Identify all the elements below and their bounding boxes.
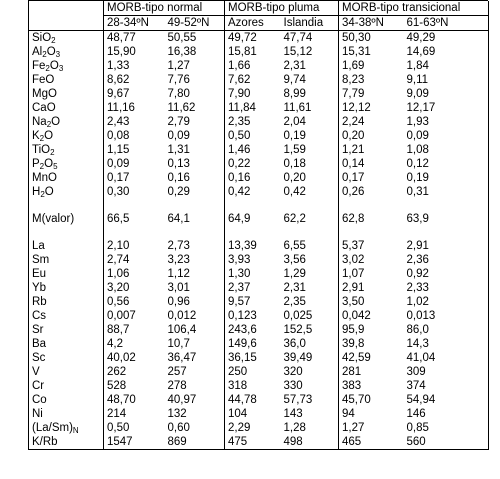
value-cell: 15,12 xyxy=(281,45,339,59)
row-label: $Fe_2O_3$ xyxy=(29,59,104,73)
spacer-cell xyxy=(225,226,281,239)
value-cell: 0,16 xyxy=(165,171,225,185)
value-cell: 0,60 xyxy=(165,421,225,435)
value-cell: 0,17 xyxy=(342,172,365,184)
value-cell: 1,27 xyxy=(165,59,225,73)
value-cell: 5,37 xyxy=(342,240,365,252)
value-cell: 0,50 xyxy=(228,130,251,142)
oxide-row xyxy=(29,59,489,73)
value-cell: 0,007 xyxy=(107,310,136,322)
value-cell: 250 xyxy=(228,366,248,378)
value-cell: 281 xyxy=(342,366,362,378)
value-cell: 49,72 xyxy=(228,32,257,44)
value-cell: 1,93 xyxy=(406,116,429,128)
value-cell: 42,59 xyxy=(342,352,371,364)
table-header xyxy=(29,1,489,31)
value-cell: 0,16 xyxy=(228,172,251,184)
spacer-cell xyxy=(165,226,225,239)
group-header-pluma: MORB-tipo pluma xyxy=(225,1,339,16)
value-cell: 54,94 xyxy=(406,394,436,406)
row-label: Co xyxy=(29,393,104,407)
value-cell: 9,11 xyxy=(406,74,429,86)
row-label: M(valor) xyxy=(29,212,104,226)
value-cell: 0,013 xyxy=(406,310,436,322)
value-cell: 7,90 xyxy=(228,88,251,100)
spacer-cell xyxy=(339,226,404,239)
value-cell: 0,14 xyxy=(342,158,365,170)
value-cell: 12,12 xyxy=(342,102,371,114)
trace-element-row xyxy=(29,365,489,379)
oxide-row xyxy=(29,87,489,101)
value-cell: 50,55 xyxy=(165,31,225,46)
value-cell: 2,31 xyxy=(281,281,339,295)
value-cell: 9,09 xyxy=(406,88,429,100)
value-cell: 320 xyxy=(281,365,339,379)
value-cell: 2,35 xyxy=(228,116,251,128)
spacer-cell xyxy=(225,199,281,212)
value-cell: 262 xyxy=(107,366,127,378)
row-label: K/Rb xyxy=(29,435,104,450)
trace-element-row xyxy=(29,309,489,323)
value-cell: 1,30 xyxy=(228,268,251,280)
value-cell: 15,81 xyxy=(228,46,257,58)
value-cell: 0,17 xyxy=(107,172,130,184)
value-cell: 1,31 xyxy=(165,143,225,157)
value-cell: 149,6 xyxy=(228,338,257,350)
row-label: Sc xyxy=(29,351,104,365)
oxide-row xyxy=(29,31,489,46)
site-header: 28-34ºN xyxy=(104,16,165,31)
site-header-row xyxy=(29,16,489,31)
value-cell: 0,42 xyxy=(281,185,339,199)
group-header-transicional: MORB-tipo transicional xyxy=(339,1,489,16)
row-label: $K_2O$ xyxy=(29,129,104,143)
value-cell: 0,56 xyxy=(107,296,130,308)
spacer-cell xyxy=(404,226,489,239)
spacer-cell xyxy=(281,226,339,239)
value-cell: 3,56 xyxy=(281,253,339,267)
spacer-cell xyxy=(104,226,165,239)
value-cell: 36,47 xyxy=(165,351,225,365)
value-cell: 7,62 xyxy=(228,74,251,86)
row-label: Eu xyxy=(29,267,104,281)
value-cell: 8,99 xyxy=(281,87,339,101)
row-label: MgO xyxy=(29,87,104,101)
value-cell: 2,31 xyxy=(281,59,339,73)
trace-element-row xyxy=(29,323,489,337)
value-cell: 4,2 xyxy=(107,338,123,350)
value-cell: 41,04 xyxy=(406,352,436,364)
value-cell: 0,12 xyxy=(406,158,429,170)
value-cell: 1,08 xyxy=(406,144,429,156)
value-cell: 243,6 xyxy=(228,324,257,336)
value-cell: 62,8 xyxy=(342,213,365,225)
value-cell: 45,70 xyxy=(342,394,371,406)
trace-element-row xyxy=(29,393,489,407)
trace-element-row xyxy=(29,407,489,421)
trace-element-row xyxy=(29,281,489,295)
value-cell: 152,5 xyxy=(281,323,339,337)
value-cell: 528 xyxy=(107,380,127,392)
value-cell: 0,025 xyxy=(281,309,339,323)
value-cell: 2,74 xyxy=(107,254,130,266)
row-label: Cr xyxy=(29,379,104,393)
value-cell: 257 xyxy=(165,365,225,379)
value-cell: 560 xyxy=(404,435,489,450)
row-label: $Na_2O$ xyxy=(29,115,104,129)
value-cell: 0,50 xyxy=(107,422,130,434)
site-header: Islandia xyxy=(281,16,339,31)
value-cell: 49,29 xyxy=(406,32,436,44)
oxide-row xyxy=(29,73,489,87)
value-cell: 1547 xyxy=(104,435,165,450)
value-cell: 57,73 xyxy=(281,393,339,407)
row-label: Cs xyxy=(29,309,104,323)
spacer-cell xyxy=(165,199,225,212)
value-cell: 3,93 xyxy=(228,254,251,266)
value-cell: 63,9 xyxy=(406,213,429,225)
value-cell: 0,08 xyxy=(107,130,130,142)
value-cell: 374 xyxy=(406,380,426,392)
value-cell: 64,9 xyxy=(228,213,251,225)
value-cell: 0,30 xyxy=(107,186,130,198)
value-cell: 1,28 xyxy=(281,421,339,435)
value-cell: 8,23 xyxy=(342,74,365,86)
oxide-row xyxy=(29,185,489,199)
value-cell: 7,80 xyxy=(165,87,225,101)
value-cell: 14,69 xyxy=(406,46,436,58)
value-cell: 0,42 xyxy=(228,186,251,198)
value-cell: 2,29 xyxy=(228,422,251,434)
value-cell: 104 xyxy=(228,408,248,420)
value-cell: 50,30 xyxy=(342,32,371,44)
trace-element-row xyxy=(29,295,489,309)
value-cell: 0,09 xyxy=(107,158,130,170)
value-cell: 3,20 xyxy=(107,282,130,294)
value-cell: 0,22 xyxy=(228,158,251,170)
oxide-row xyxy=(29,171,489,185)
value-cell: 36,15 xyxy=(228,352,257,364)
oxide-row xyxy=(29,143,489,157)
value-cell: 0,09 xyxy=(406,130,429,142)
value-cell: 16,38 xyxy=(165,45,225,59)
value-cell: 88,7 xyxy=(107,324,130,336)
value-cell: 0,19 xyxy=(406,172,429,184)
value-cell: 278 xyxy=(165,379,225,393)
value-cell: 0,18 xyxy=(281,157,339,171)
value-cell: 13,39 xyxy=(228,240,257,252)
value-cell: 0,96 xyxy=(165,295,225,309)
spacer-cell xyxy=(29,199,104,212)
value-cell: 2,79 xyxy=(165,115,225,129)
value-cell: 498 xyxy=(281,435,339,450)
value-cell: 14,3 xyxy=(406,338,429,350)
row-label: FeO xyxy=(29,73,104,87)
value-cell: 66,5 xyxy=(107,213,130,225)
value-cell: 0,85 xyxy=(406,422,429,434)
value-cell: 0,012 xyxy=(165,309,225,323)
value-cell: 1,02 xyxy=(406,296,429,308)
value-cell: 1,46 xyxy=(228,144,251,156)
value-cell: 39,49 xyxy=(281,351,339,365)
value-cell: 94 xyxy=(342,408,355,420)
trace-element-row xyxy=(29,337,489,351)
value-cell: 3,01 xyxy=(165,281,225,295)
value-cell: 7,76 xyxy=(165,73,225,87)
value-cell: 7,79 xyxy=(342,88,365,100)
value-cell: 3,23 xyxy=(165,253,225,267)
row-label: CaO xyxy=(29,101,104,115)
value-cell: 0,123 xyxy=(228,310,257,322)
value-cell: 40,97 xyxy=(165,393,225,407)
value-cell: 1,07 xyxy=(342,268,365,280)
site-header: 49-52ºN xyxy=(165,16,225,31)
value-cell: 869 xyxy=(165,435,225,450)
value-cell: 1,59 xyxy=(281,143,339,157)
row-label: Rb xyxy=(29,295,104,309)
row-label: V xyxy=(29,365,104,379)
value-cell: 12,17 xyxy=(406,102,436,114)
row-label: Sm xyxy=(29,253,104,267)
corner-cell-2 xyxy=(29,16,104,31)
site-header: 34-38ºN xyxy=(339,16,404,31)
spacer-cell xyxy=(281,199,339,212)
site-header: Azores xyxy=(225,16,281,31)
trace-element-row xyxy=(29,379,489,393)
value-cell: 15,31 xyxy=(342,46,371,58)
value-cell: 1,84 xyxy=(406,60,429,72)
value-cell: 106,4 xyxy=(165,323,225,337)
value-cell: 309 xyxy=(406,366,426,378)
oxide-row xyxy=(29,129,489,143)
table-body xyxy=(29,31,489,450)
value-cell: 10,7 xyxy=(165,337,225,351)
value-cell: 95,9 xyxy=(342,324,365,336)
value-cell: 2,43 xyxy=(107,116,130,128)
value-cell: 0,13 xyxy=(165,157,225,171)
oxide-row xyxy=(29,101,489,115)
value-cell: 39,8 xyxy=(342,338,365,350)
corner-cell xyxy=(29,1,104,16)
value-cell: 48,70 xyxy=(107,394,136,406)
mvalor-row xyxy=(29,212,489,226)
value-cell: 36,0 xyxy=(281,337,339,351)
spacer-row xyxy=(29,226,489,239)
value-cell: 8,62 xyxy=(107,74,130,86)
geochemistry-table-page xyxy=(28,0,488,478)
group-header-normal: MORB-tipo normal xyxy=(104,1,225,16)
value-cell: 11,84 xyxy=(228,102,256,114)
value-cell: 0,31 xyxy=(406,186,429,198)
value-cell: 62,2 xyxy=(281,212,339,226)
morb-composition-table xyxy=(28,1,489,450)
row-label: Ba xyxy=(29,337,104,351)
value-cell: 11,61 xyxy=(281,101,339,115)
value-cell: 2,35 xyxy=(281,295,339,309)
spacer-cell xyxy=(29,226,104,239)
value-cell: 1,15 xyxy=(107,144,130,156)
value-cell: 86,0 xyxy=(406,324,429,336)
spacer-cell xyxy=(104,199,165,212)
value-cell: 40,02 xyxy=(107,352,136,364)
oxide-row xyxy=(29,45,489,59)
row-label: SiO$_2$ xyxy=(29,31,104,46)
value-cell: 383 xyxy=(342,380,362,392)
row-label: $P_2O_5$ xyxy=(29,157,104,171)
value-cell: 2,04 xyxy=(281,115,339,129)
value-cell: 3,50 xyxy=(342,296,365,308)
spacer-cell xyxy=(404,199,489,212)
row-label: $(La/Sm)_N$ xyxy=(29,421,104,435)
row-label: TiO$_2$ xyxy=(29,143,104,157)
row-label: Yb xyxy=(29,281,104,295)
k-rb-ratio-row xyxy=(29,435,489,450)
value-cell: 1,21 xyxy=(342,144,365,156)
value-cell: 0,26 xyxy=(342,186,365,198)
value-cell: 214 xyxy=(107,408,127,420)
value-cell: 1,66 xyxy=(228,60,251,72)
value-cell: 1,69 xyxy=(342,60,365,72)
value-cell: 2,36 xyxy=(406,254,429,266)
value-cell: 143 xyxy=(281,407,339,421)
value-cell: 465 xyxy=(339,435,404,450)
value-cell: 15,90 xyxy=(107,46,136,58)
value-cell: 0,19 xyxy=(281,129,339,143)
spacer-row xyxy=(29,199,489,212)
value-cell: 0,20 xyxy=(281,171,339,185)
value-cell: 318 xyxy=(228,380,248,392)
value-cell: 475 xyxy=(225,435,281,450)
value-cell: 330 xyxy=(281,379,339,393)
row-label: La xyxy=(29,239,104,253)
row-label: Sr xyxy=(29,323,104,337)
row-label: $H_2O$ xyxy=(29,185,104,199)
value-cell: 64,1 xyxy=(165,212,225,226)
trace-element-row xyxy=(29,239,489,253)
value-cell: 146 xyxy=(406,408,426,420)
oxide-row xyxy=(29,115,489,129)
trace-element-row xyxy=(29,351,489,365)
value-cell: 48,77 xyxy=(107,32,136,44)
group-header-row xyxy=(29,1,489,16)
spacer-cell xyxy=(339,199,404,212)
value-cell: 2,73 xyxy=(165,239,225,253)
value-cell: 1,27 xyxy=(342,422,365,434)
value-cell: 0,92 xyxy=(406,268,429,280)
value-cell: 9,67 xyxy=(107,88,130,100)
la-sm-ratio-row xyxy=(29,421,489,435)
oxide-row xyxy=(29,157,489,171)
value-cell: 6,55 xyxy=(281,239,339,253)
value-cell: 1,29 xyxy=(281,267,339,281)
value-cell: 3,02 xyxy=(342,254,365,266)
value-cell: 9,57 xyxy=(228,296,251,308)
value-cell: 132 xyxy=(165,407,225,421)
value-cell: 0,20 xyxy=(342,130,365,142)
trace-element-row xyxy=(29,253,489,267)
value-cell: 1,12 xyxy=(165,267,225,281)
value-cell: 9,74 xyxy=(281,73,339,87)
value-cell: 0,29 xyxy=(165,185,225,199)
trace-element-row xyxy=(29,267,489,281)
value-cell: 2,91 xyxy=(406,240,429,252)
value-cell: 1,06 xyxy=(107,268,130,280)
value-cell: 2,24 xyxy=(342,116,365,128)
value-cell: 11,16 xyxy=(107,102,135,114)
value-cell: 2,10 xyxy=(107,240,130,252)
value-cell: 0,042 xyxy=(342,310,371,322)
row-label: MnO xyxy=(29,171,104,185)
value-cell: 44,78 xyxy=(228,394,257,406)
value-cell: 47,74 xyxy=(281,31,339,46)
value-cell: 2,91 xyxy=(342,282,365,294)
value-cell: 11,62 xyxy=(165,101,225,115)
site-header: 61-63ºN xyxy=(404,16,489,31)
value-cell: 2,37 xyxy=(228,282,251,294)
row-label: Ni xyxy=(29,407,104,421)
value-cell: 2,33 xyxy=(406,282,429,294)
value-cell: 1,33 xyxy=(107,60,130,72)
value-cell: 0,09 xyxy=(165,129,225,143)
row-label: $Al_2O_3$ xyxy=(29,45,104,59)
